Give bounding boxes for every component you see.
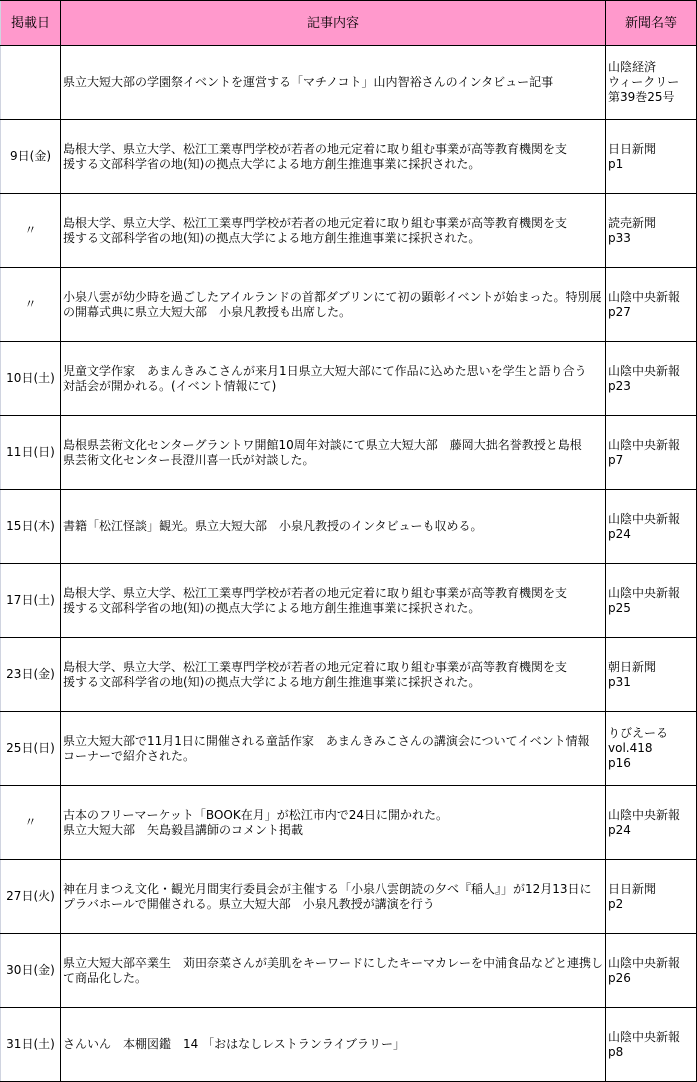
cell-paper xyxy=(606,934,697,1008)
table-row xyxy=(1,638,697,712)
paper-line: vol.418 xyxy=(608,741,653,755)
paper-line: ウィークリー xyxy=(608,75,680,89)
cell-content xyxy=(61,194,606,268)
content-line: 島根大学、県立大学、松江工業専門学校が若者の地元定着に取り組む事業が高等教育機関を支 xyxy=(63,585,568,600)
cell-date: 30日(金) xyxy=(1,934,61,1008)
paper-line: 読売新聞 xyxy=(608,215,657,230)
table-body xyxy=(1,46,697,1082)
paper-line: p27 xyxy=(608,304,631,319)
content-line: 島根大学、県立大学、松江工業専門学校が若者の地元定着に取り組む事業が高等教育機関を支 xyxy=(63,141,568,156)
cell-date xyxy=(1,46,61,120)
cell-date: 〃 xyxy=(1,194,61,268)
table-row xyxy=(1,860,697,934)
table-row xyxy=(1,416,697,490)
content-line: 古本のフリーマーケット「BOOK在月」が松江市内で24日に開かれた。 xyxy=(63,807,448,822)
cell-content xyxy=(61,120,606,194)
paper-line: p33 xyxy=(608,230,631,245)
paper-line: 山陰中央新報 xyxy=(608,437,681,452)
content-line: 援する文部科学省の地(知)の拠点大学による地方創生推進事業に採択された。 xyxy=(63,600,481,615)
paper-line: 日日新聞 xyxy=(608,141,657,156)
content-line: 県立大短大部で11月1日に開催される童話作家 あまんきみこさんの講演会についてイベント情報 xyxy=(63,733,590,748)
paper-line: 山陰中央新報 xyxy=(608,363,681,378)
content-line: 対話会が開かれる。(イベント情報にて) xyxy=(63,378,277,393)
cell-content xyxy=(61,416,606,490)
paper-line: 山陰中央新報 xyxy=(608,955,681,970)
content-line: の開幕式典に県立大短大部 小泉凡教授も出席した。 xyxy=(63,304,352,319)
content-line: 援する文部科学省の地(知)の拠点大学による地方創生推進事業に採択された。 xyxy=(63,674,481,689)
table-row xyxy=(1,564,697,638)
cell-content xyxy=(61,564,606,638)
cell-paper xyxy=(606,342,697,416)
table-row xyxy=(1,786,697,860)
cell-content xyxy=(61,1008,606,1082)
content-line: 島根大学、県立大学、松江工業専門学校が若者の地元定着に取り組む事業が高等教育機関を支 xyxy=(63,659,568,674)
paper-line: p1 xyxy=(608,156,624,171)
cell-date: 9日(金) xyxy=(1,120,61,194)
cell-content xyxy=(61,490,606,564)
content-line: 島根県芸術文化センターグラントワ開館10周年対談にて県立大短大部 藤岡大拙名誉教授と島根 xyxy=(63,437,582,452)
cell-paper xyxy=(606,268,697,342)
table-row xyxy=(1,268,697,342)
cell-paper xyxy=(606,490,697,564)
content-line: 県立大短大部 矢島毅昌講師のコメント掲載 xyxy=(63,822,304,837)
cell-date: 17日(土) xyxy=(1,564,61,638)
paper-line: 日日新聞 xyxy=(608,881,657,896)
table-row xyxy=(1,194,697,268)
cell-paper xyxy=(606,416,697,490)
table-row xyxy=(1,46,697,120)
table-row xyxy=(1,342,697,416)
content-line: 神在月まつえ文化・観光月間実行委員会が主催する「小泉八雲朗読の夕べ『稲人』」が12月13日に xyxy=(63,881,592,896)
content-line: 県芸術文化センター長澄川喜一氏が対談した。 xyxy=(63,452,315,467)
header-date: 掲載日 xyxy=(1,1,61,46)
cell-content xyxy=(61,934,606,1008)
cell-paper xyxy=(606,1008,697,1082)
cell-paper xyxy=(606,120,697,194)
cell-date: 25日(日) xyxy=(1,712,61,786)
cell-date: 23日(金) xyxy=(1,638,61,712)
paper-line: p23 xyxy=(608,378,631,393)
paper-line: 山陰中央新報 xyxy=(608,1029,681,1044)
paper-line: 山陰中央新報 xyxy=(608,585,681,600)
paper-line: 山陰経済 xyxy=(608,60,657,74)
paper-line: p25 xyxy=(608,600,631,615)
paper-line: 朝日新聞 xyxy=(608,659,657,674)
header-row xyxy=(1,1,697,46)
paper-line: p24 xyxy=(608,526,631,541)
paper-line: p8 xyxy=(608,1044,624,1059)
header-content: 記事内容 xyxy=(61,1,606,46)
content-line: 児童文学作家 あまんきみこさんが来月1日県立大短大部にて作品に込めた思いを学生と語り合う xyxy=(63,363,587,378)
cell-paper xyxy=(606,194,697,268)
table-row xyxy=(1,934,697,1008)
cell-paper xyxy=(606,638,697,712)
content-line: 県立大短大部の学園祭イベントを運営する「マチノコト」山内智裕さんのインタビュー記事 xyxy=(63,75,554,89)
cell-date: 〃 xyxy=(1,268,61,342)
content-line: 県立大短大部卒業生 苅田奈菜さんが美肌をキーワードにしたキーマカレーを中浦食品などと連携し xyxy=(63,955,604,970)
cell-paper xyxy=(606,860,697,934)
paper-line: 山陰中央新報 xyxy=(608,807,681,822)
table-row xyxy=(1,490,697,564)
cell-date: 11日(日) xyxy=(1,416,61,490)
content-line: て商品化した。 xyxy=(63,970,148,985)
content-line: 島根大学、県立大学、松江工業専門学校が若者の地元定着に取り組む事業が高等教育機関を支 xyxy=(63,215,568,230)
header-paper: 新聞名等 xyxy=(606,1,697,46)
cell-date: 〃 xyxy=(1,786,61,860)
paper-line: p26 xyxy=(608,970,631,985)
paper-line: p24 xyxy=(608,822,631,837)
content-line: 援する文部科学省の地(知)の拠点大学による地方創生推進事業に採択された。 xyxy=(63,156,481,171)
cell-content xyxy=(61,712,606,786)
cell-content xyxy=(61,342,606,416)
cell-date: 27日(火) xyxy=(1,860,61,934)
content-line: 小泉八雲が幼少時を過ごしたアイルランドの首都ダブリンにて初の顕彰イベントが始まった。特別展 xyxy=(63,289,602,304)
cell-content xyxy=(61,860,606,934)
cell-content xyxy=(61,786,606,860)
paper-line: 山陰中央新報 xyxy=(608,511,681,526)
paper-line: りびえーる xyxy=(608,726,669,740)
cell-paper xyxy=(606,786,697,860)
content-line: さんいん 本棚図鑑 14 「おはなしレストランライブラリー」 xyxy=(63,1037,406,1051)
table-row xyxy=(1,1008,697,1082)
content-line: 援する文部科学省の地(知)の拠点大学による地方創生推進事業に採択された。 xyxy=(63,230,481,245)
content-line: コーナーで紹介された。 xyxy=(63,748,196,763)
paper-line: p2 xyxy=(608,896,624,911)
cell-paper xyxy=(606,46,697,120)
paper-line: p16 xyxy=(608,756,631,770)
cell-content xyxy=(61,46,606,120)
paper-line: 山陰中央新報 xyxy=(608,289,681,304)
cell-content xyxy=(61,638,606,712)
table-row xyxy=(1,120,697,194)
cell-paper xyxy=(606,564,697,638)
cell-date: 10日(土) xyxy=(1,342,61,416)
content-line: 書籍「松江怪談」観光。県立大短大部 小泉凡教授のインタビューも収める。 xyxy=(63,519,483,533)
paper-line: 第39巻25号 xyxy=(608,90,675,104)
cell-content xyxy=(61,268,606,342)
content-line: プラバホールで開催される。県立大短大部 小泉凡教授が講演を行う xyxy=(63,896,435,911)
cell-date: 15日(木) xyxy=(1,490,61,564)
cell-date: 31日(土) xyxy=(1,1008,61,1082)
paper-line: p31 xyxy=(608,674,631,689)
paper-line: p7 xyxy=(608,452,624,467)
table-row xyxy=(1,712,697,786)
cell-paper xyxy=(606,712,697,786)
